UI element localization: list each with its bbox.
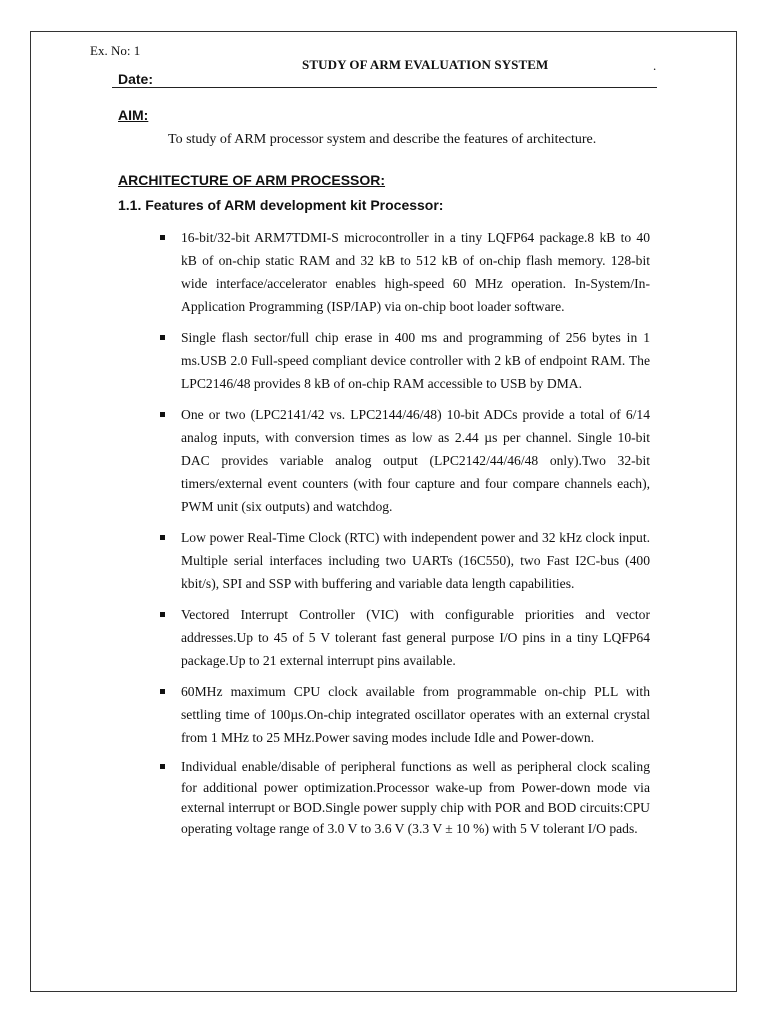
date-label: Date: — [118, 71, 154, 87]
feature-item: One or two (LPC2141/42 vs. LPC2144/46/48) 10-bit ADCs provide a total of 6/14 analog inputs, with conversion times as low as 2.44 µs per channel. Single 10-bit DAC provides variable analog output (LPC2142/44/46/48 only).Two 32-bit timers/external event counters (with four capture and four compare channels each), PWM unit (six outputs) and watchdog. — [160, 403, 650, 518]
features-subheading: 1.1. Features of ARM development kit Processor: — [118, 197, 444, 213]
feature-list — [160, 226, 650, 847]
exercise-number: Ex. No: 1 — [90, 43, 141, 58]
feature-item: Single flash sector/full chip erase in 400 ms and programming of 256 bytes in 1 ms.USB 2.0 Full-speed compliant device controller with 2 kB of endpoint RAM. The LPC2146/48 provides 8 kB of on-chip RAM accessible to USB by DMA. — [160, 326, 650, 395]
architecture-heading: ARCHITECTURE OF ARM PROCESSOR: — [118, 172, 386, 188]
feature-item: 60MHz maximum CPU clock available from programmable on-chip PLL with settling time of 100µs.On-chip integrated oscillator operates with an external crystal from 1 MHz to 25 MHz.Power saving modes include Idle and Power-down. — [160, 680, 650, 749]
feature-item: Low power Real-Time Clock (RTC) with independent power and 32 kHz clock input. Multiple serial interfaces including two UARTs (16C550), two Fast I2C-bus (400 kbit/s), SPI and SSP with buffering and variable data length capabilities. — [160, 526, 650, 595]
aim-text: To study of ARM processor system and describe the features of architecture. — [168, 132, 597, 147]
trailing-dot: . — [653, 58, 657, 73]
feature-item: 16-bit/32-bit ARM7TDMI-S microcontroller in a tiny LQFP64 package.8 kB to 40 kB of on-chip static RAM and 32 kB to 512 kB of on-chip flash memory. 128-bit wide interface/accelerator enables high-speed 60 MHz operation. In-System/In-Application Programming (ISP/IAP) via on-chip boot loader software. — [160, 226, 650, 318]
feature-item: Individual enable/disable of peripheral functions as well as peripheral clock scaling for additional power optimization.Processor wake-up from Power-down mode via external interrupt or BOD.Single power supply chip with POR and BOD circuits:CPU operating voltage range of 3.0 V to 3.6 V (3.3 V ± 10 %) with 5 V tolerant I/O pads. — [160, 757, 650, 839]
header-divider — [112, 87, 657, 88]
page-title: STUDY OF ARM EVALUATION SYSTEM — [302, 57, 549, 72]
aim-heading: AIM: — [118, 107, 149, 123]
feature-item: Vectored Interrupt Controller (VIC) with configurable priorities and vector addresses.Up to 45 of 5 V tolerant fast general purpose I/O pins in a tiny LQFP64 package.Up to 21 external interrupt pins available. — [160, 603, 650, 672]
